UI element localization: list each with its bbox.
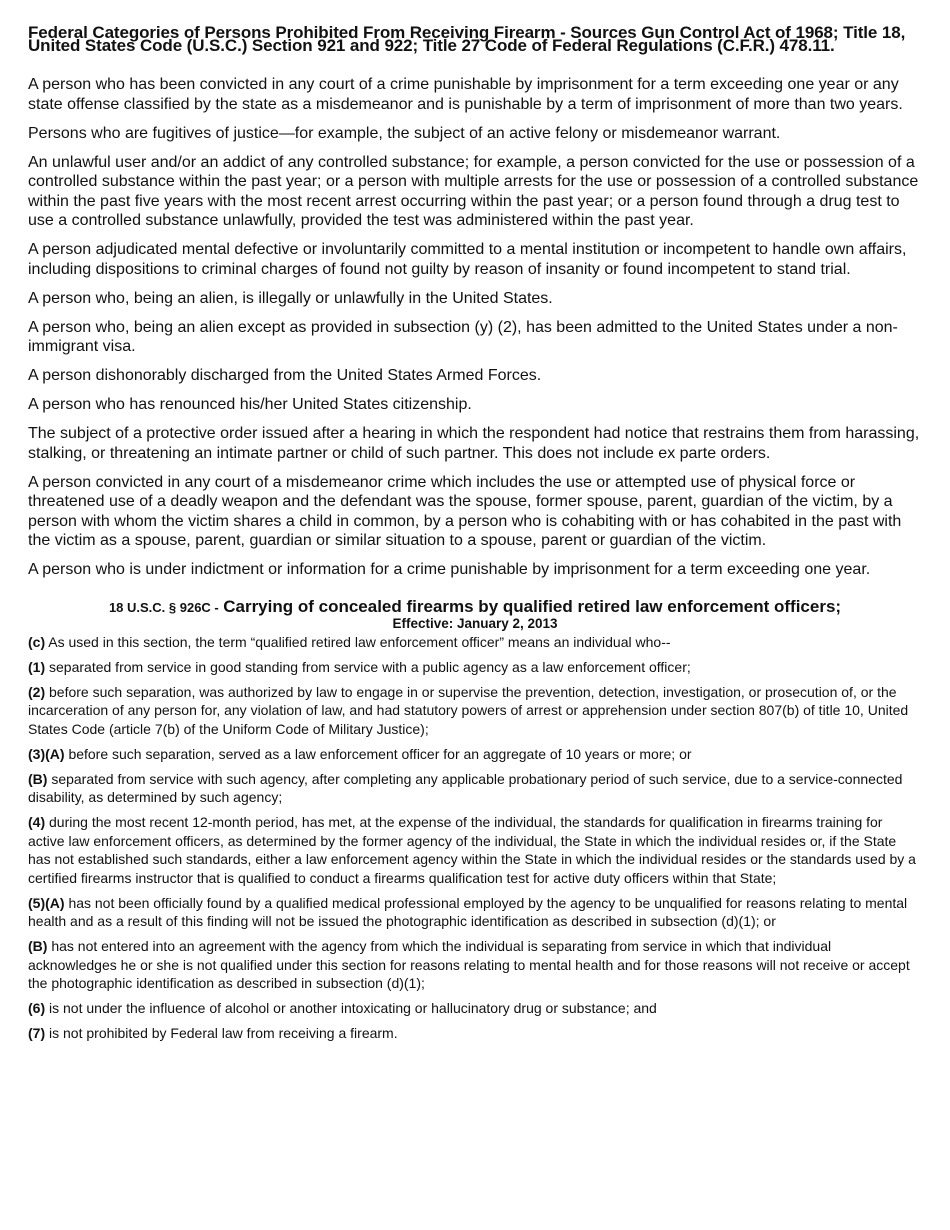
category-paragraph: A person dishonorably discharged from the United States Armed Forces. (28, 367, 542, 384)
clause-text: has not entered into an agreement with the agency from which the individual is separating from service in which that individual acknowledges he or she is not qualified under this section for reasons relating to mental health and for those reasons will not receive or accept the photographic identification as described in subsection (d)(1); (28, 938, 910, 991)
clause-text: is not prohibited by Federal law from receiving a firearm. (49, 1025, 398, 1041)
section-citation: 18 U.S.C. § 926C - (108, 599, 219, 615)
statute-clause (28, 770, 922, 807)
statute-clauses (28, 633, 922, 1043)
statute-clause (28, 633, 922, 652)
category-paragraph: A person who is under indictment or information for a crime punishable by imprisonment for a term exceeding one year. (28, 561, 871, 578)
category-paragraph: A person convicted in any court of a misdemeanor crime which includes the use or attempted use of physical force or threatened use of a deadly weapon and the defendant was the spouse, former spouse, parent, guardian of the victim, by a person with whom the victim shares a child in common, by a person who is cohabiting with or has cohabited in the past with the victim as a spouse, parent, guardian or similar situation to a spouse, parent or guardian of the victim. (28, 473, 902, 549)
category-paragraph: An unlawful user and/or an addict of any controlled substance; for example, a person convicted for the use or possession of a controlled substance within the past year; or a person with multiple arrests for the use or possession of a controlled substance within the past five years with the most recent arrest occurring within the past year; or a person found through a drug test to use a controlled substance unlawfully, provided the test was administered within the past year. (28, 153, 919, 229)
category-paragraph: Persons who are fugitives of justice—for example, the subject of an active felony or misdemeanor warrant. (28, 124, 781, 142)
clause-text: before such separation, was authorized by law to engage in or supervise the prevention, detection, investigation, or prosecution of, or the incarceration of any person for, any violation of law, and had statutory powers of arrest or apprehension under section 807(b) of title 10, United States Code (article 7(b) of the Uniform Code of Military Justice); (28, 683, 909, 737)
clause-text: As used in this section, the term “qualified retired law enforcement officer” means an individual who-- (48, 633, 671, 650)
document-page (28, 23, 922, 1049)
clause-label: (4) (28, 814, 46, 830)
clause-label: (5)(A) (28, 894, 65, 911)
section-header (28, 598, 922, 631)
category-paragraph: The subject of a protective order issued after a hearing in which the respondent had notice that restrains them from harassing, stalking, or threatening an intimate partner or child of such partner. This does not include ex parte orders. (28, 425, 920, 462)
clause-label: (B) (28, 938, 48, 954)
clause-label: (6) (28, 1000, 46, 1016)
statute-clause (28, 1024, 922, 1043)
category-paragraph: A person who, being an alien except as provided in subsection (y) (2), has been admitted to the United States under a non-immigrant visa. (28, 318, 898, 355)
statute-clause (28, 999, 922, 1018)
category-paragraph: A person who, being an alien, is illegally or unlawfully in the United States. (28, 289, 553, 307)
clause-label: (1) (28, 658, 46, 675)
statute-clause (28, 937, 922, 993)
category-paragraph: A person adjudicated mental defective or involuntarily committed to a mental institution or incompetent to handle own affairs, including dispositions to criminal charges of found not guilty by reason of insanity or found incompetent to stand trial. (28, 241, 907, 278)
prohibited-categories-list (28, 75, 922, 580)
statute-clause (28, 894, 922, 931)
clause-text: is not under the influence of alcohol or another intoxicating or hallucinatory drug or substance; and (49, 1000, 657, 1016)
statute-clause (28, 745, 922, 764)
statute-clause (28, 658, 922, 677)
effective-date: Effective: January 2, 2013 (392, 615, 558, 631)
section-heading: Carrying of concealed firearms by qualified retired law enforcement officers; (223, 596, 842, 616)
statute-clause (28, 683, 922, 739)
clause-text: separated from service with such agency, after completing any applicable probationary period of such service, due to a service-connected disability, as determined by such agency; (28, 770, 903, 805)
clause-label: (7) (28, 1025, 46, 1041)
clause-label: (c) (28, 633, 46, 650)
clause-text: has not been officially found by a qualified medical professional employed by the agency to be unqualified for reasons relating to mental health and as a result of this finding will not be issued the photographic identification as described in subsection (d)(1); or (28, 894, 908, 929)
clause-label: (B) (28, 770, 48, 787)
category-paragraph: A person who has renounced his/her United States citizenship. (28, 396, 472, 413)
clause-text: separated from service in good standing from service with a public agency as a law enforcement officer; (49, 658, 691, 675)
clause-text: during the most recent 12-month period, has met, at the expense of the individual, the standards for qualification in firearms training for active law enforcement officers, as determined by the former agency of the individual, the State in which the individual resides or, if the State has not established such standards, either a law enforcement agency within the State in which the individual resides or the standards used by a certified firearms instructor that is qualified to conduct a firearms qualification test for active duty officers within that State; (28, 814, 916, 886)
document-title: Federal Categories of Persons Prohibited From Receiving Firearm - Sources Gun Control Act of 1968; Title 18, United States Code (U.S.C.) Section 921 and 922; Title 27 Code of Federal Regulations (C.F.R.) 478.11. (28, 23, 906, 55)
statute-clause (28, 813, 922, 887)
clause-label: (3)(A) (28, 745, 65, 762)
category-paragraph: A person who has been convicted in any court of a crime punishable by imprisonment for a term exceeding one year or any state offense classified by the state as a misdemeanor and is punishable by a term of imprisonment of more than two years. (28, 76, 903, 113)
clause-text: before such separation, served as a law enforcement officer for an aggregate of 10 years or more; or (68, 745, 692, 762)
clause-label: (2) (28, 683, 46, 700)
